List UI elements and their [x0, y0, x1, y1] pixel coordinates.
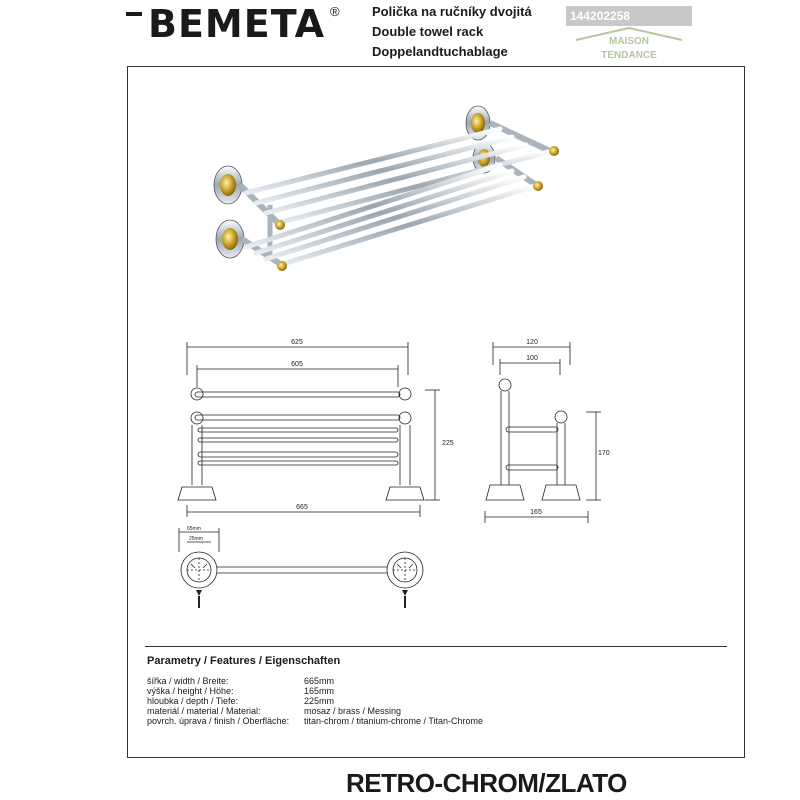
param-value: 665mm [304, 676, 335, 686]
dim-side-height: 170 [598, 450, 610, 457]
product-titles [372, 2, 532, 62]
front-wall-mount-top [214, 166, 242, 204]
watermark-line1: MAISON [609, 36, 649, 47]
dim-side-top-inner: 100 [526, 355, 538, 362]
dim-front-inner-top: 605 [291, 361, 303, 368]
param-label: hloubka / depth / Tiefe: [147, 696, 239, 706]
param-label: materiál / material / Material: [147, 706, 261, 716]
param-value: titan-chrom / titanium-chrome / Titan-Chrome [304, 716, 484, 726]
title-cz: Polička na ručníky dvojitá [372, 4, 532, 19]
dim-plan-inner: 25mm [189, 536, 203, 542]
brand-logo [126, 2, 346, 44]
dim-side-bottom: 165 [530, 509, 542, 516]
param-row-depth [147, 696, 483, 706]
title-en: Double towel rack [372, 24, 484, 39]
product-code-badge: 144202258 [566, 6, 692, 26]
dim-front-height: 225 [442, 440, 454, 447]
back-top-end-cap [549, 146, 559, 156]
dim-front-overall-bottom: 665 [296, 504, 308, 511]
parameters-heading: Parametry / Features / Eigenschaften [147, 655, 341, 667]
dim-plan-outer: 65mm [187, 526, 201, 532]
title-de: Doppelandtuchablage [372, 44, 508, 59]
param-label: šířka / width / Breite: [147, 676, 229, 686]
param-value: 165mm [304, 686, 335, 696]
plan-view-drawing [165, 522, 435, 612]
param-row-finish [147, 716, 483, 726]
front-top-end-cap [275, 220, 285, 230]
param-value: 225mm [304, 696, 335, 706]
front-wall-mount-bottom [216, 220, 244, 258]
side-elevation-drawing [478, 335, 628, 530]
dim-side-top-outer: 120 [526, 339, 538, 346]
front-bottom-end-cap [277, 261, 287, 271]
param-row-width [147, 676, 483, 686]
product-illustration [200, 95, 580, 295]
back-bottom-end-cap [533, 181, 543, 191]
screw-arrows [196, 590, 408, 608]
param-value: mosaz / brass / Messing [304, 706, 402, 716]
brand-name: BEMETA [148, 2, 326, 46]
param-label: výška / height / Höhe: [147, 686, 234, 696]
dim-front-overall-top: 625 [291, 339, 303, 346]
front-elevation-drawing [160, 335, 460, 530]
finish-label: RETRO-CHROM/ZLATO [346, 768, 627, 798]
brand-registered-mark: ® [330, 4, 340, 19]
maison-tendance-watermark [566, 22, 692, 62]
watermark-line2: TENDANCE [601, 50, 657, 61]
param-row-material [147, 706, 483, 716]
param-row-height [147, 686, 483, 696]
parameters-list [147, 676, 483, 726]
parameters-divider [145, 646, 727, 647]
param-label: povrch. úprava / finish / Oberfläche: [147, 716, 290, 726]
brand-mark-icon [126, 12, 142, 16]
